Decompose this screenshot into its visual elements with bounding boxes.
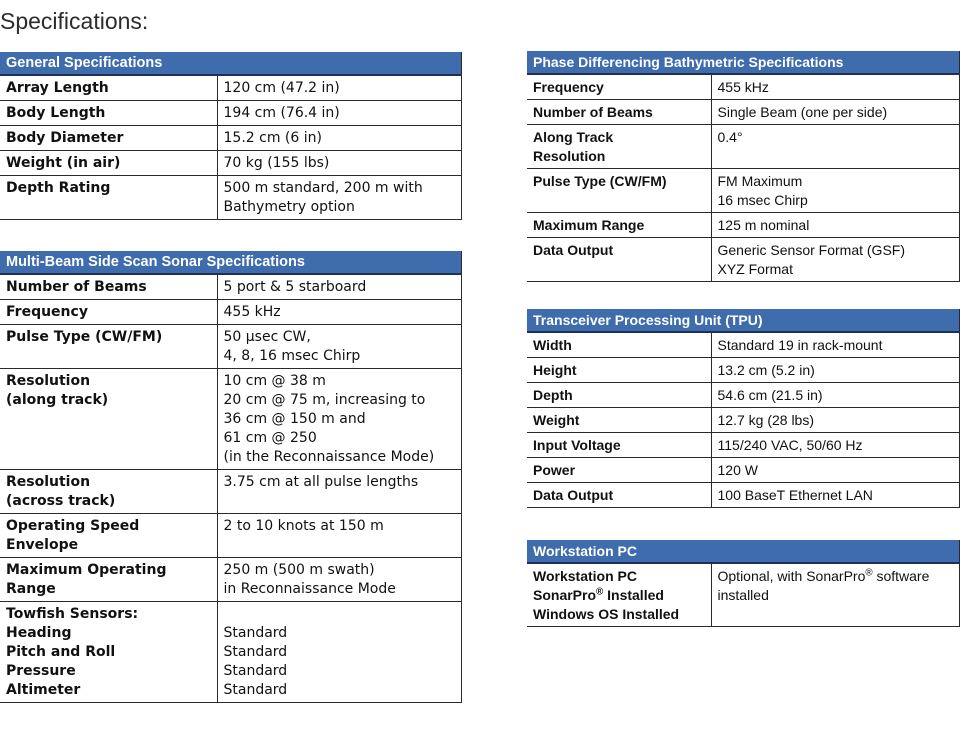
table-row xyxy=(527,358,960,383)
general-specifications-table xyxy=(0,52,462,220)
spec-value-line: 120 W xyxy=(717,462,758,478)
table-row xyxy=(0,369,462,470)
spec-label: Body Length xyxy=(0,101,217,126)
spec-value xyxy=(711,100,960,125)
page-title: Specifications: xyxy=(0,8,149,34)
phase-differencing-specifications-header: Phase Differencing Bathymetric Specifications xyxy=(527,51,960,74)
spec-value xyxy=(217,126,462,151)
spec-value xyxy=(711,238,960,282)
table-row xyxy=(0,101,462,126)
spec-value-line: FM Maximum xyxy=(717,173,803,189)
spec-value-line: 12.7 kg (28 lbs) xyxy=(717,412,814,428)
spec-label: Frequency xyxy=(0,300,217,325)
spec-label: Array Length xyxy=(0,75,217,101)
spec-value-line: Standard xyxy=(223,625,288,641)
table-row xyxy=(527,100,960,125)
table-row xyxy=(527,74,960,100)
table-row xyxy=(0,558,462,602)
spec-label: Pulse Type (CW/FM) xyxy=(0,325,217,369)
spec-label: Data Output xyxy=(527,483,711,508)
spec-label: Width xyxy=(527,332,711,358)
spec-value-line: XYZ Format xyxy=(717,261,793,277)
table-row xyxy=(527,383,960,408)
spec-label: Maximum Operating Range xyxy=(0,558,217,602)
spec-value xyxy=(217,470,462,514)
spec-value-line: 16 msec Chirp xyxy=(717,192,808,208)
spec-value-line: Standard xyxy=(223,663,288,679)
spec-value xyxy=(217,300,462,325)
table-row xyxy=(0,300,462,325)
spec-label: Workstation PC SonarPro® Installed Windows OS Installed xyxy=(527,563,711,627)
spec-label: Frequency xyxy=(527,74,711,100)
table-row xyxy=(527,458,960,483)
spec-value xyxy=(217,325,462,369)
table-row xyxy=(527,483,960,508)
tpu-specifications-table xyxy=(527,309,960,508)
table-row xyxy=(527,332,960,358)
table-row xyxy=(527,169,960,213)
table-row xyxy=(0,514,462,558)
spec-value-line: 100 BaseT Ethernet LAN xyxy=(717,487,873,503)
spec-value xyxy=(217,101,462,126)
spec-value-line: 70 kg (155 lbs) xyxy=(223,155,330,171)
table-row xyxy=(527,408,960,433)
table-row xyxy=(527,563,960,627)
spec-value-line: 115/240 VAC, 50/60 Hz xyxy=(717,437,863,453)
spec-label: Number of Beams xyxy=(0,274,217,300)
spec-value-line: 194 cm (76.4 in) xyxy=(223,105,340,121)
spec-label: Along Track Resolution xyxy=(527,125,711,169)
spec-value xyxy=(711,563,960,627)
spec-value-line: Bathymetry option xyxy=(223,199,355,215)
spec-value xyxy=(217,602,462,703)
spec-value xyxy=(711,125,960,169)
spec-value-line: 54.6 cm (21.5 in) xyxy=(717,387,823,403)
spec-value xyxy=(711,408,960,433)
table-row xyxy=(527,433,960,458)
table-row xyxy=(0,274,462,300)
table-row xyxy=(0,126,462,151)
spec-value-line xyxy=(224,605,456,624)
registered-mark: ® xyxy=(865,567,873,579)
spec-value xyxy=(217,274,462,300)
spec-value xyxy=(711,74,960,100)
spec-value-line: Optional, with SonarPro® software xyxy=(717,567,930,584)
table-row xyxy=(527,238,960,282)
spec-value xyxy=(217,176,462,220)
spec-value-line: (in the Reconnaissance Mode) xyxy=(223,449,435,465)
spec-value-line: Standard xyxy=(223,682,288,698)
spec-label: Resolution (along track) xyxy=(0,369,217,470)
spec-label: Power xyxy=(527,458,711,483)
spec-value-line: 0.4° xyxy=(717,129,743,145)
spec-value-line: Single Beam (one per side) xyxy=(717,104,888,120)
table-row xyxy=(527,125,960,169)
table-row xyxy=(0,151,462,176)
spec-value-line: 4, 8, 16 msec Chirp xyxy=(223,348,361,364)
spec-label: Resolution (across track) xyxy=(0,470,217,514)
table-row xyxy=(0,176,462,220)
spec-value-line: 10 cm @ 38 m xyxy=(223,373,326,389)
spec-value xyxy=(217,75,462,101)
spec-value-line: 120 cm (47.2 in) xyxy=(223,80,340,96)
spec-value-line: 13.2 cm (5.2 in) xyxy=(717,362,815,378)
spec-value-line: Standard 19 in rack-mount xyxy=(717,337,883,353)
spec-value xyxy=(711,433,960,458)
spec-label: Weight (in air) xyxy=(0,151,217,176)
spec-value-line: 5 port & 5 starboard xyxy=(223,279,367,295)
spec-label: Towfish Sensors: Heading Pitch and Roll Pressure Altimeter xyxy=(0,602,217,703)
spec-label: Body Diameter xyxy=(0,126,217,151)
spec-label: Pulse Type (CW/FM) xyxy=(527,169,711,213)
table-row xyxy=(0,75,462,101)
spec-label: Data Output xyxy=(527,238,711,282)
spec-label: Depth xyxy=(527,383,711,408)
spec-value-line: 125 m nominal xyxy=(717,217,810,233)
spec-value xyxy=(711,458,960,483)
spec-value xyxy=(711,169,960,213)
table-row xyxy=(0,325,462,369)
spec-value-line: 20 cm @ 75 m, increasing to xyxy=(223,392,426,408)
spec-value xyxy=(217,151,462,176)
spec-label: Height xyxy=(527,358,711,383)
spec-value-line: 2 to 10 knots at 150 m xyxy=(223,518,384,534)
multibeam-specifications-table xyxy=(0,251,462,703)
spec-label: Operating Speed Envelope xyxy=(0,514,217,558)
spec-value-line: 15.2 cm (6 in) xyxy=(223,130,322,146)
multibeam-specifications-header: Multi-Beam Side Scan Sonar Specifications xyxy=(0,251,462,274)
workstation-pc-header: Workstation PC xyxy=(527,540,960,563)
spec-value xyxy=(711,483,960,508)
spec-label: Depth Rating xyxy=(0,176,217,220)
spec-value-line: Standard xyxy=(223,644,288,660)
workstation-pc-table xyxy=(527,540,960,627)
spec-value-line: 455 kHz xyxy=(223,304,281,320)
spec-label: Maximum Range xyxy=(527,213,711,238)
spec-value xyxy=(217,558,462,602)
spec-value-line: 61 cm @ 250 xyxy=(223,430,317,446)
spec-label: Weight xyxy=(527,408,711,433)
spec-value xyxy=(711,383,960,408)
spec-value xyxy=(711,213,960,238)
spec-value-line: Generic Sensor Format (GSF) xyxy=(717,242,905,258)
spec-value xyxy=(217,514,462,558)
spec-label: Number of Beams xyxy=(527,100,711,125)
general-specifications-header: General Specifications xyxy=(0,52,462,75)
spec-value-line: in Reconnaissance Mode xyxy=(223,581,396,597)
phase-differencing-specifications-table xyxy=(527,51,960,282)
table-row xyxy=(527,213,960,238)
spec-value xyxy=(711,332,960,358)
spec-value-line: 3.75 cm at all pulse lengths xyxy=(223,474,419,490)
spec-value xyxy=(711,358,960,383)
registered-mark: ® xyxy=(596,586,604,598)
spec-value-line: 50 μsec CW, xyxy=(223,329,311,345)
tpu-specifications-header: Transceiver Processing Unit (TPU) xyxy=(527,309,960,332)
spec-value-line: 36 cm @ 150 m and xyxy=(223,411,366,427)
spec-label: Input Voltage xyxy=(527,433,711,458)
table-row xyxy=(0,470,462,514)
table-row xyxy=(0,602,462,703)
spec-value-line: 455 kHz xyxy=(717,79,769,95)
spec-value-line: 250 m (500 m swath) xyxy=(223,562,375,578)
spec-value xyxy=(217,369,462,470)
spec-value-line: 500 m standard, 200 m with xyxy=(223,180,423,196)
spec-value-line: installed xyxy=(717,587,769,603)
